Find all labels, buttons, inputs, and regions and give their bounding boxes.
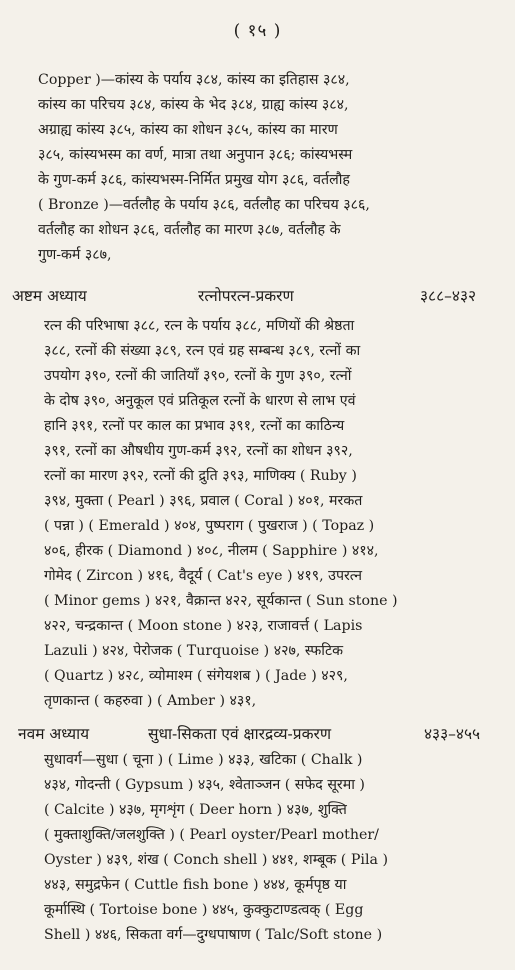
chapter-8-title: रत्नोपरत्न-प्रकरण [198,287,294,305]
text-line: ४२२, चन्द्रकान्त ( Moon stone ) ४२३, राजावर्त्त ( Lapis [44,618,363,634]
text-line: कूर्मास्थि ( Tortoise bone ) ४४५, कुक्कुटाण्डत्वक् ( Egg [44,902,364,918]
chapter-8-name: अष्टम अध्याय [12,287,87,305]
chapter-9-contents [44,748,490,948]
text-line: हानि ३९१, रत्नों पर काल का प्रभाव ३९१, रत्नों का काठिन्य [44,418,345,434]
chapter-9-heading [0,722,515,748]
text-line: तृणकान्त ( कहरुवा ) ( Amber ) ४३१, [44,693,257,709]
chapter-9-page-range: ४३३–४५५ [424,725,481,743]
text-line: ४०६, हीरक ( Diamond ) ४०८, नीलम ( Sapphire ) ४१४, [44,543,379,559]
text-line: गोमेद ( Zircon ) ४१६, वैदूर्य ( Cat's eye ) ४१९, उपरत्न [44,568,363,584]
text-line: ४४३, समुद्रफेन ( Cuttle fish bone ) ४४४, कूर्मपृष्ठ या [44,877,347,893]
text-line: ३८५, कांस्यभस्म का वर्ण, मात्रा तथा अनुपान ३८६; कांस्यभस्म [38,147,353,163]
text-line: ( Bronze )—वर्तलौह के पर्याय ३८६, वर्तलौह का परिचय ३८६, [38,197,370,213]
text-line: ३९१, रत्नों का औषधीय गुण-कर्म ३९२, रत्नों का शोधन ३९२, [44,443,353,459]
text-line: सुधावर्ग—सुधा ( चूना ) ( Lime ) ४३३, खटिका ( Chalk ) [44,752,363,768]
text-line: ( Quartz ) ४२८, व्योमाश्म ( संगेयशब ) ( Jade ) ४२९, [44,668,348,684]
text-line: ३९४, मुक्ता ( Pearl ) ३९६, प्रवाल ( Coral ) ४०१, मरकत [44,493,363,509]
text-line: रत्न की परिभाषा ३८८, रत्न के पर्याय ३८८, मणियों की श्रेष्ठता [44,318,355,334]
text-line: ४३४, गोदन्ती ( Gypsum ) ४३५, श्वेताञ्जन ( सफेद सूरमा ) [44,777,365,793]
chapter-9-name: नवम अध्याय [18,725,90,743]
text-line: ( Minor gems ) ४२१, वैक्रान्त ४२२, सूर्यकान्त ( Sun stone ) [44,593,398,609]
text-line: Oyster ) ४३९, शंख ( Conch shell ) ४४१, शम्बूक ( Pila ) [44,852,388,868]
text-line: के दोष ३९०, अनुकूल एवं प्रतिकूल रत्नों के धारण से लाभ एवं [44,393,356,409]
page-number: ( १५ ) [233,21,282,41]
text-line: ( पन्ना ) ( Emerald ) ४०४, पुष्पराग ( पुखराज ) ( Topaz ) [44,518,375,534]
text-line: Shell ) ४४६, सिकता वर्ग—दुग्धपाषाण ( Talc/Soft stone ) [44,927,383,943]
chapter-9-title: सुधा-सिकता एवं क्षारद्रव्य-प्रकरण [148,725,332,743]
text-line: कांस्य का परिचय ३८४, कांस्य के भेद ३८४, ग्राह्य कांस्य ३८४, [38,97,349,113]
text-line: उपयोग ३९०, रत्नों की जातियाँ ३९०, रत्नों के गुण ३९०, रत्नों [44,368,352,384]
section-7-continuation [38,68,488,268]
text-line: ( Calcite ) ४३७, मृगशृंग ( Deer horn ) ४३७, शुक्ति [44,802,347,818]
text-line: ३८८, रत्नों की संख्या ३८९, रत्न एवं ग्रह सम्बन्ध ३८९, रत्नों का [44,343,361,359]
chapter-8-contents [44,314,490,714]
text-line: Lazuli ) ४२४, पेरोजक ( Turquoise ) ४२७, स्फटिक [44,643,344,659]
text-line: रत्नों का मारण ३९२, रत्नों की द्रुति ३९३, माणिक्य ( Ruby ) [44,468,357,484]
text-line: गुण-कर्म ३८७, [38,247,112,263]
chapter-8-page-range: ३८८–४३२ [420,287,477,305]
chapter-8-heading [0,284,515,310]
text-line: Copper )—कांस्य के पर्याय ३८४, कांस्य का इतिहास ३८४, [38,72,350,88]
text-line: के गुण-कर्म ३८६, कांस्यभस्म-निर्मित प्रमुख योग ३८६, वर्तलौह [38,172,350,188]
text-line: ( मुक्ताशुक्ति/जलशुक्ति ) ( Pearl oyster/Pearl mother/ [44,827,379,843]
text-line: वर्तलौह का शोधन ३८६, वर्तलौह का मारण ३८७, वर्तलौह के [38,222,341,238]
text-line: अग्राह्य कांस्य ३८५, कांस्य का शोधन ३८५, कांस्य का मारण [38,122,338,138]
